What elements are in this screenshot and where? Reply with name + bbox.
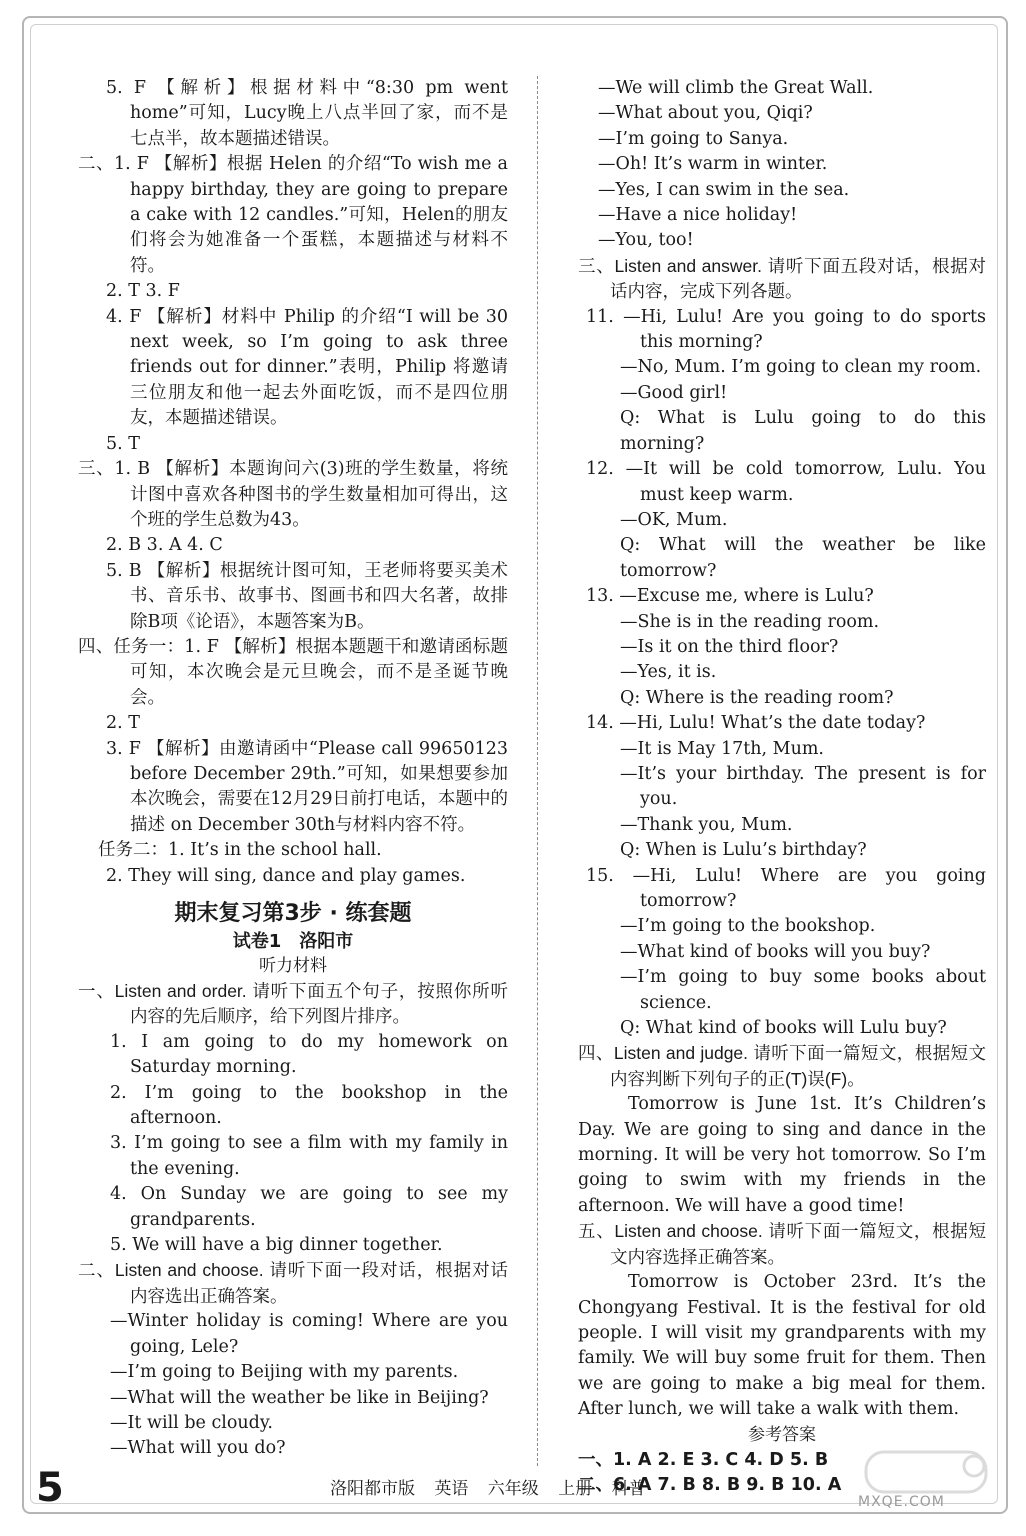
- watermark-text: MXQE.COM: [858, 1494, 945, 1510]
- question-15-line: 15. —Hi, Lulu! Where are you going tomorrow?: [586, 865, 986, 911]
- right-column: [578, 76, 986, 1498]
- chapter-title: 期末复习第3步 · 练套题: [174, 901, 412, 926]
- answers-section-2: 二、6. A 7. B 8. B 9. B 10. A: [578, 1474, 842, 1495]
- question-13-line: —Yes, it is.: [620, 662, 717, 683]
- question-13-line: —Is it on the third floor?: [620, 636, 839, 657]
- section-3-answer-5: 5. B 【解析】根据统计图可知，王老师将要买美术书、音乐书、故事书、图画书和四大名著，故排除B项《论语》，本题答案为B。: [106, 560, 508, 632]
- section-3-answer-2-4: 2. B 3. A 4. C: [106, 535, 223, 556]
- question-14-question: Q: When is Lulu’s birthday?: [620, 840, 867, 861]
- question-14-line: —It is May 17th, Mum.: [620, 738, 824, 759]
- dialogue-line: —Have a nice holiday!: [598, 205, 798, 226]
- answer-5-explanation: 5. F 【解析】根据材料中“8:30 pm went home”可知，Lucy晚上八点半回了家，而不是七点半，故本题描述错误。: [106, 78, 508, 149]
- question-12-question: Q: What will the weather be like tomorrow?: [620, 535, 986, 581]
- reference-answers-title: 参考答案: [748, 1424, 816, 1445]
- task2-answer-2: 2. They will sing, dance and play games.: [106, 865, 466, 886]
- section-4-task1-answer-2: 2. T: [106, 713, 140, 734]
- question-11-line: 11. —Hi, Lulu! Are you going to do sports this morning?: [586, 306, 986, 353]
- listening-material-title: 听力材料: [259, 956, 327, 976]
- question-12-line: —OK, Mum.: [620, 509, 728, 530]
- dialogue-line: —What about you, Qiqi?: [598, 103, 813, 124]
- question-13-question: Q: Where is the reading room?: [620, 687, 894, 708]
- column-divider: [537, 76, 538, 1466]
- question-11-question: Q: What is Lulu going to do this morning?: [620, 408, 986, 454]
- sentence-item: 4. On Sunday we are going to see my grandparents.: [110, 1184, 508, 1230]
- dialogue-line: —What will you do?: [110, 1438, 286, 1459]
- question-15-question: Q: What kind of books will Lulu buy?: [620, 1018, 947, 1039]
- question-13-line: 13. —Excuse me, where is Lulu?: [586, 586, 874, 607]
- answers-section-1: 一、1. A 2. E 3. C 4. D 5. B: [578, 1449, 829, 1470]
- page-number: 5: [36, 1465, 64, 1511]
- dialogue-line: —We will climb the Great Wall.: [598, 78, 874, 98]
- dialogue-line: —You, too!: [598, 230, 694, 251]
- question-14-line: —Thank you, Mum.: [620, 814, 793, 835]
- task2-answer-1: 任务二：1. It’s in the school hall.: [98, 840, 382, 861]
- question-13-line: —She is in the reading room.: [620, 611, 880, 632]
- question-11-line: —Good girl!: [620, 382, 728, 403]
- listening-section-1-heading: 一、Listen and order. 请听下面五个句子，按照你所听内容的先后顺序，给下列图片排序。: [78, 981, 508, 1027]
- sentence-item: 1. I am going to do my homework on Saturday morning.: [110, 1031, 508, 1078]
- question-15-line: —I’m going to the bookshop.: [620, 916, 876, 937]
- question-15-line: —I’m going to buy some books about science.: [620, 967, 986, 1013]
- section-3-answer-1: 三、1. B 【解析】本题询问六(3)班的学生数量，将统计图中喜欢各种图书的学生数量相加可得出，这个班的学生总数为43。: [78, 459, 508, 530]
- dialogue-line: —It will be cloudy.: [110, 1412, 273, 1433]
- section-4-passage: Tomorrow is June 1st. It’s Children’s Day. We are going to sing and dance in the morning. It will be very hot tomorrow. So I’m going to swim with my friends in the afternoon. We will have a good time!: [578, 1094, 986, 1216]
- dialogue-line: —Oh! It’s warm in winter.: [598, 154, 828, 175]
- sentence-item: 2. I’m going to the bookshop in the afternoon.: [110, 1082, 508, 1129]
- dialogue-line: —What will the weather be like in Beijing?: [110, 1387, 489, 1408]
- section-4-task1-answer-1: 四、任务一：1. F 【解析】根据本题题干和邀请函标题可知，本次晚会是元旦晚会，而不是圣诞节晚会。: [78, 636, 508, 708]
- sentence-item: 3. I’m going to see a film with my family in the evening.: [110, 1133, 508, 1179]
- question-14-line: 14. —Hi, Lulu! What’s the date today?: [586, 713, 926, 734]
- section-2-answer-2-3: 2. T 3. F: [106, 281, 180, 302]
- listening-section-2-heading: 二、Listen and choose. 请听下面一段对话，根据对话内容选出正确答案。: [78, 1260, 508, 1306]
- section-2-answer-5: 5. T: [106, 433, 140, 454]
- section-2-answer-1: 二、1. F 【解析】根据 Helen 的介绍“To wish me a happy birthday, they are going to prepare a cake with 12 candles.”可知，Helen的朋友们将会为她准备一个蛋糕，本题描述与材料不符。: [78, 154, 508, 276]
- section-5-passage: Tomorrow is October 23rd. It’s the Chongyang Festival. It is the festival for old people. I will visit my grandparents with my family. We will buy some fruit for them. Then we are going to make a big meal for them. After lunch, we will take a walk with them.: [578, 1272, 986, 1420]
- section-2-answer-4: 4. F 【解析】材料中 Philip 的介绍“I will be 30 next week, so I’m going to ask three friends out for dinner.”表明，Philip 将邀请三位朋友和他一起去外面吃饭，而不是四位朋友，本题描述错误。: [106, 306, 508, 429]
- dialogue-line: —Winter holiday is coming! Where are you going, Lele?: [110, 1311, 508, 1357]
- sentence-item: 5. We will have a big dinner together.: [110, 1235, 443, 1256]
- left-column: [78, 76, 508, 1462]
- listening-section-5-heading: 五、Listen and choose. 请听下面一篇短文，根据短文内容选择正确答案。: [578, 1221, 986, 1267]
- question-11-line: —No, Mum. I’m going to clean my room.: [620, 357, 982, 378]
- dialogue-line: —I’m going to Beijing with my parents.: [110, 1362, 459, 1383]
- section-4-task1-answer-3: 3. F 【解析】由邀请函中“Please call 99650123 before December 29th.”可知，如果想要参加本次晚会，需要在12月29日前打电话，本题中的描述 on December 30th与材料内容不符。: [106, 738, 508, 835]
- dialogue-line: —Yes, I can swim in the sea.: [598, 179, 850, 200]
- listening-section-3-heading: 三、Listen and answer. 请听下面五段对话，根据对话内容，完成下列各题。: [578, 255, 986, 302]
- question-14-line: —It’s your birthday. The present is for you.: [620, 763, 986, 810]
- question-15-line: —What kind of books will you buy?: [620, 941, 931, 962]
- footer-edition: 洛阳都市版 英语 六年级 上册 科普: [330, 1479, 646, 1499]
- question-12-line: 12. —It will be cold tomorrow, Lulu. You must keep warm.: [586, 459, 986, 505]
- listening-section-4-heading: 四、Listen and judge. 请听下面一篇短文，根据短文内容判断下列句子的正(T)误(F)。: [578, 1043, 986, 1089]
- dialogue-line: —I’m going to Sanya.: [598, 128, 789, 149]
- paper-title: 试卷1 洛阳市: [232, 931, 354, 952]
